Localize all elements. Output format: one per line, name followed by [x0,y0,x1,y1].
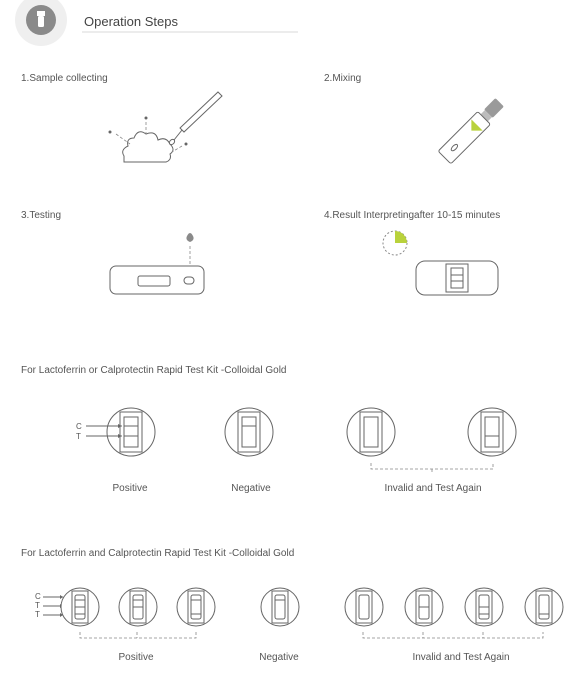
negative-label: Negative [231,483,271,494]
section-title: Operation Steps [84,14,178,29]
invalid-bracket-2 [361,630,561,644]
dual-cassette-negative-icon-4 [261,588,299,626]
section2-title: For Lactoferrin and Calprotectin Rapid Test Kit -Colloidal Gold [21,548,295,559]
dual-cassette-positive-icon-3 [177,588,215,626]
negative-label-2: Negative [259,652,299,663]
c-line-label: C [76,422,82,431]
section1-title: For Lactoferrin or Calprotectin Rapid Test Kit -Colloidal Gold [21,365,287,376]
dual-cassette-results [0,582,576,662]
dual-cassette-invalid-icon-5 [345,588,383,626]
dual-cassette-invalid-icon-6 [405,588,443,626]
invalid-label: Invalid and Test Again [384,483,482,494]
result-positive-single [74,405,164,465]
single-cassette-invalid-icon-1 [341,405,401,465]
step-4-label: 4.Result Interpretingafter 10-15 minutes [324,210,501,221]
t-line-label: T [76,432,81,441]
step-2-label: 2.Mixing [324,73,362,84]
single-cassette-positive-icon [107,408,155,456]
step-1-label: 1.Sample collecting [21,73,108,84]
swab-sample-icon [100,88,240,178]
dual-cassette-invalid-icon-7 [465,588,503,626]
header-underline [82,31,302,35]
positive-label: Positive [112,483,148,494]
dual-cassette-positive-icon-2 [119,588,157,626]
t2-line-label: T [35,610,40,619]
positive-label-2: Positive [118,652,154,663]
c-line-label: C [35,592,41,601]
single-cassette-invalid-icon-2 [462,405,522,465]
single-cassette-negative-icon [219,405,279,465]
invalid-bracket-1 [369,461,509,475]
tube-mixing-icon [420,92,510,182]
test-cassette-drop-icon [104,226,224,306]
dual-cassette-invalid-icon-8 [525,588,563,626]
header-badge [14,0,74,50]
invalid-label-2: Invalid and Test Again [412,652,510,663]
step-3-label: 3.Testing [21,210,62,221]
sample-tube-icon [37,11,45,27]
t1-line-label: T [35,601,40,610]
positive-bracket [78,630,208,644]
timer-cassette-icon [380,228,510,308]
dual-cassette-positive-icon-1 [61,588,99,626]
